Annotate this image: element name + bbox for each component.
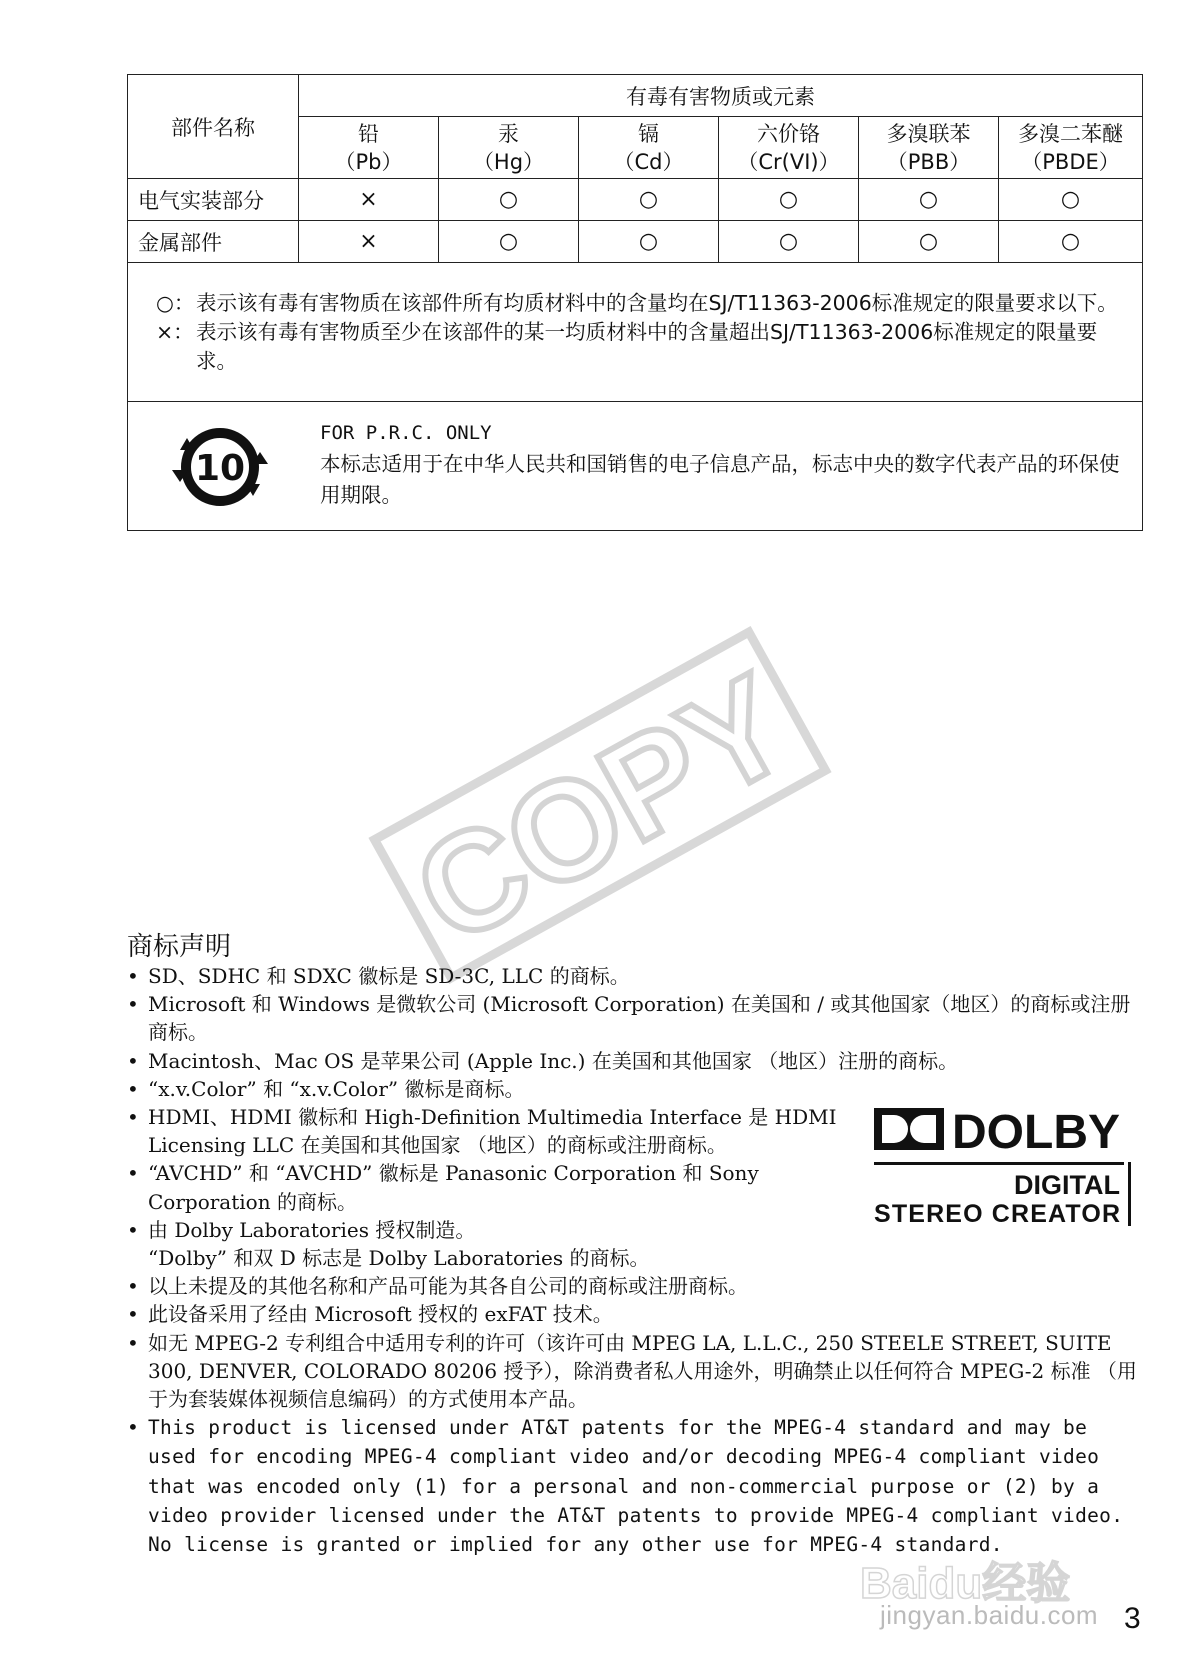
- substance-header: 多溴二苯醚 （PBDE）: [999, 117, 1143, 179]
- value-cell: ×: [299, 221, 439, 263]
- part-name-cell: 电气实装部分: [128, 179, 299, 221]
- part-name-cell: 金属部件: [128, 221, 299, 263]
- dolby-double-d-icon: [874, 1108, 944, 1150]
- substances-group-header: 有毒有害物质或元素: [299, 75, 1143, 117]
- table-notes: [128, 263, 1143, 402]
- substance-header: 镉 （Cd）: [579, 117, 719, 179]
- list-item: • HDMI、HDMI 徽标和 High-Definition Multimedia Interface 是 HDMI Licensing LLC 在美国和其他国家 （地区）的商标或注册商标。: [127, 1105, 837, 1158]
- value-cell: ○: [719, 221, 859, 263]
- list-item: • “x.v.Color” 和 “x.v.Color” 徽标是商标。: [127, 1076, 525, 1101]
- prc-only-label: FOR P.R.C. ONLY: [320, 422, 492, 444]
- value-cell: ○: [439, 179, 579, 221]
- value-cell: ○: [439, 221, 579, 263]
- svg-text:10: 10: [194, 448, 246, 489]
- table-row: [128, 221, 1143, 263]
- table-row: [128, 179, 1143, 221]
- svg-text:COPY: COPY: [390, 644, 814, 974]
- substance-header: 六价铬 （Cr(VI)）: [719, 117, 859, 179]
- svg-text:STEREO CREATOR: STEREO CREATOR: [874, 1200, 1120, 1226]
- value-cell: ○: [719, 179, 859, 221]
- substance-header: 汞 （Hg）: [439, 117, 579, 179]
- list-item: • Macintosh、Mac OS 是苹果公司 (Apple Inc.) 在美国和其他国家 （地区）注册的商标。: [127, 1048, 959, 1073]
- list-item: • This product is licensed under AT&T patents for the MPEG-4 standard and may be used for encoding MPEG-4 compliant video and/or decoding MPEG-4 compliant video that was encoded only (1) for a personal and non-commercial purpose or (2) by a video provider licensed under the AT&T patents to provide MPEG-4 compliant video. No license is granted or implied for any other use for MPEG-4 standard.: [127, 1415, 1124, 1557]
- hazardous-substances-table: [127, 74, 1143, 531]
- page-number: 3: [1124, 1602, 1141, 1635]
- value-cell: ○: [859, 221, 999, 263]
- list-item: • 由 Dolby Laboratories 授权制造。 “Dolby” 和双 D 标志是 Dolby Laboratories 的商标。: [127, 1217, 650, 1271]
- copy-watermark: [366, 624, 833, 986]
- svg-text:DIGITAL: DIGITAL: [1014, 1170, 1120, 1200]
- prc-description: 本标志适用于在中华人民共和国销售的电子信息产品，标志中央的数字代表产品的环保使用期限。: [320, 452, 1120, 507]
- list-item: • Microsoft 和 Windows 是微软公司 (Microsoft Corporation) 在美国和 / 或其他国家（地区）的商标或注册商标。: [127, 992, 1131, 1045]
- value-cell: ×: [299, 179, 439, 221]
- svg-text:Baidu经验: Baidu经验: [860, 1559, 1071, 1608]
- dolby-trademark-note: “Dolby” 和双 D 标志是 Dolby Laboratories 的商标。: [148, 1246, 650, 1271]
- baidu-watermark-url: jingyan.baidu.com: [880, 1600, 1099, 1630]
- value-cell: ○: [579, 179, 719, 221]
- value-cell: ○: [859, 179, 999, 221]
- value-cell: ○: [999, 179, 1143, 221]
- trademarks-title: 商标声明: [127, 932, 232, 962]
- svg-text:DOLBY: DOLBY: [952, 1108, 1120, 1159]
- environmental-protection-use-period-icon: [166, 420, 274, 514]
- value-cell: ○: [579, 221, 719, 263]
- list-item: • SD、SDHC 和 SDXC 徽标是 SD-3C, LLC 的商标。: [127, 964, 630, 988]
- baidu-watermark: [840, 1540, 1140, 1650]
- trademarks-list: [127, 962, 1137, 1559]
- dolby-digital-stereo-creator-logo: [874, 1108, 1136, 1226]
- substance-header: 多溴联苯 （PBB）: [859, 117, 999, 179]
- note-line: ×： 表示该有毒有害物质至少在该部件的某一均质材料中的含量超出SJ/T11363-2006标准规定的限量要求。: [156, 319, 1098, 373]
- list-item: • 如无 MPEG-2 专利组合中适用专利的许可（该许可由 MPEG LA, L.L.C., 250 STEELE STREET, SUITE 300, DENVER, COLORADO 80206 授予），除消费者私人用途外，明确禁止以任何符合 MPEG-2 标准 （用于为套装媒体视频信息编码）的方式使用本产品。: [127, 1330, 1137, 1412]
- prc-notice: [128, 402, 1143, 531]
- list-item: • “AVCHD” 和 “AVCHD” 徽标是 Panasonic Corporation 和 Sony Corporation 的商标。: [127, 1161, 759, 1214]
- part-name-header: 部件名称: [128, 75, 299, 179]
- substance-header: 铅 （Pb）: [299, 117, 439, 179]
- list-item: • 以上未提及的其他名称和产品可能为其各自公司的商标或注册商标。: [127, 1274, 748, 1299]
- list-item: • 此设备采用了经由 Microsoft 授权的 exFAT 技术。: [127, 1302, 613, 1327]
- value-cell: ○: [999, 221, 1143, 263]
- note-line: ○： 表示该有毒有害物质在该部件所有均质材料中的含量均在SJ/T11363-2006标准规定的限量要求以下。: [156, 290, 1118, 315]
